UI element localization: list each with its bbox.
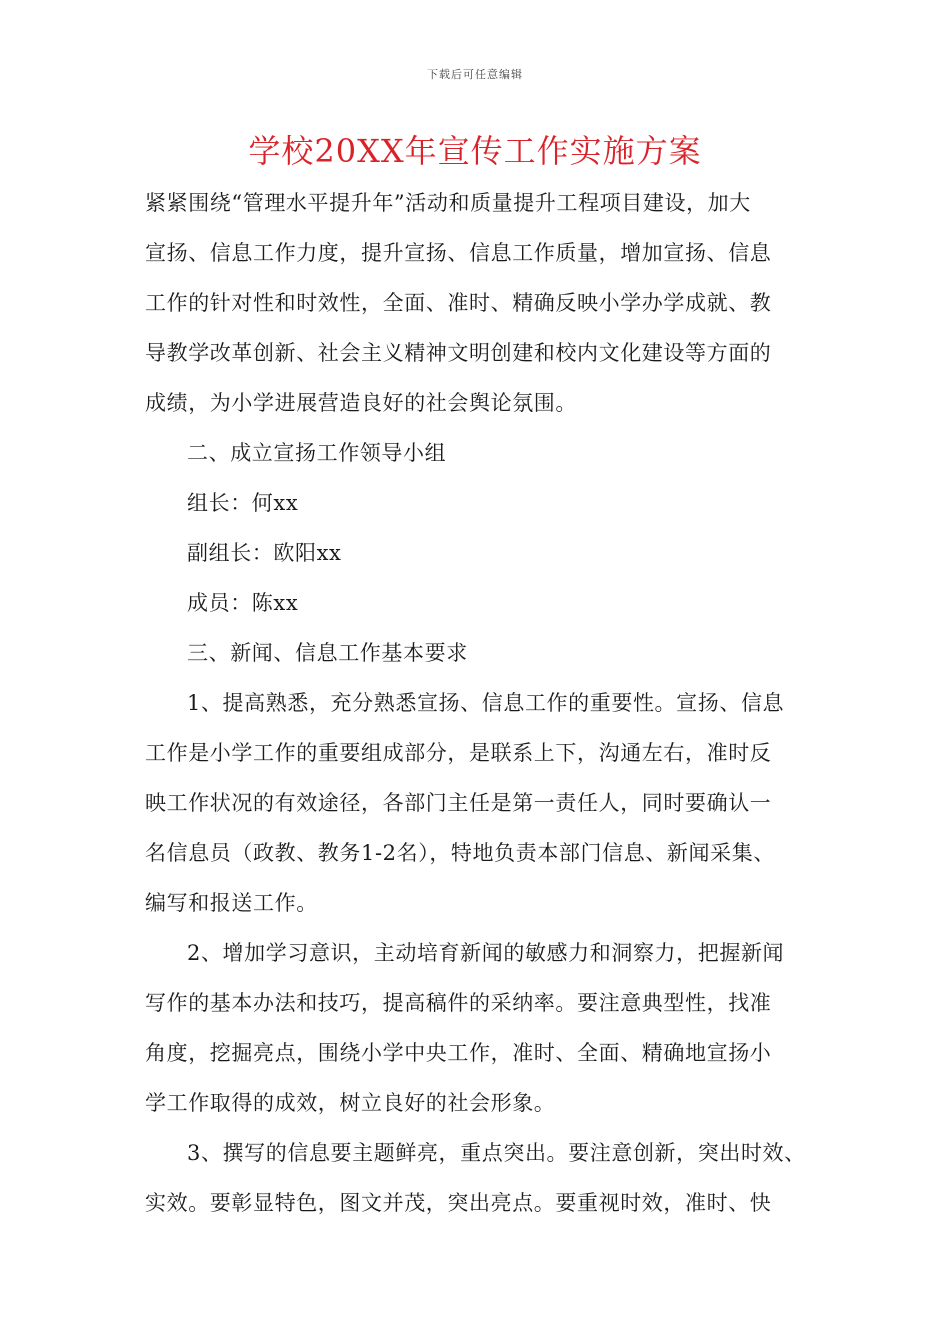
text-line: 副组长：欧阳xx [187,541,342,565]
text-line: 学工作取得的成效，树立良好的社会形象。 [145,1091,556,1115]
text-line: 成员：陈xx [187,591,299,615]
text-line: 二、成立宣扬工作领导小组 [187,441,447,465]
text-line: 写作的基本办法和技巧，提高稿件的采纳率。要注意典型性，找准 [145,991,772,1015]
text-line: 映工作状况的有效途径，各部门主任是第一责任人，同时要确认一 [145,791,772,815]
text-line: 编写和报送工作。 [145,891,318,915]
document-body [145,178,815,1228]
text-line: 2、增加学习意识，主动培育新闻的敏感力和洞察力，把握新闻 [187,941,785,965]
header-note: 下载后可任意编辑 [427,68,523,81]
text-line: 工作的针对性和时效性，全面、准时、精确反映小学办学成就、教 [145,291,772,315]
text-line: 宣扬、信息工作力度，提升宣扬、信息工作质量，增加宣扬、信息 [145,241,772,265]
text-line: 组长：何xx [187,491,299,515]
text-line: 名信息员（政教、教务1-2名），特地负责本部门信息、新闻采集、 [145,841,775,865]
text-line: 角度，挖掘亮点，围绕小学中央工作，准时、全面、精确地宣扬小 [145,1041,772,1065]
text-line: 导教学改革创新、社会主义精神文明创建和校内文化建设等方面的 [145,341,772,365]
text-line: 成绩，为小学进展营造良好的社会舆论氛围。 [145,391,577,415]
text-line: 实效。要彰显特色，图文并茂，突出亮点。要重视时效，准时、快 [145,1191,772,1215]
document-title: 学校20XX年宣传工作实施方案 [248,132,702,170]
text-line: 三、新闻、信息工作基本要求 [187,641,468,665]
text-line: 1、提高熟悉，充分熟悉宣扬、信息工作的重要性。宣扬、信息 [187,691,785,715]
text-line: 工作是小学工作的重要组成部分，是联系上下，沟通左右，准时反 [145,741,772,765]
text-line: 紧紧围绕“管理水平提升年”活动和质量提升工程项目建设，加大 [145,191,751,215]
text-line: 3、撰写的信息要主题鲜亮，重点突出。要注意创新，突出时效、 [187,1141,806,1165]
